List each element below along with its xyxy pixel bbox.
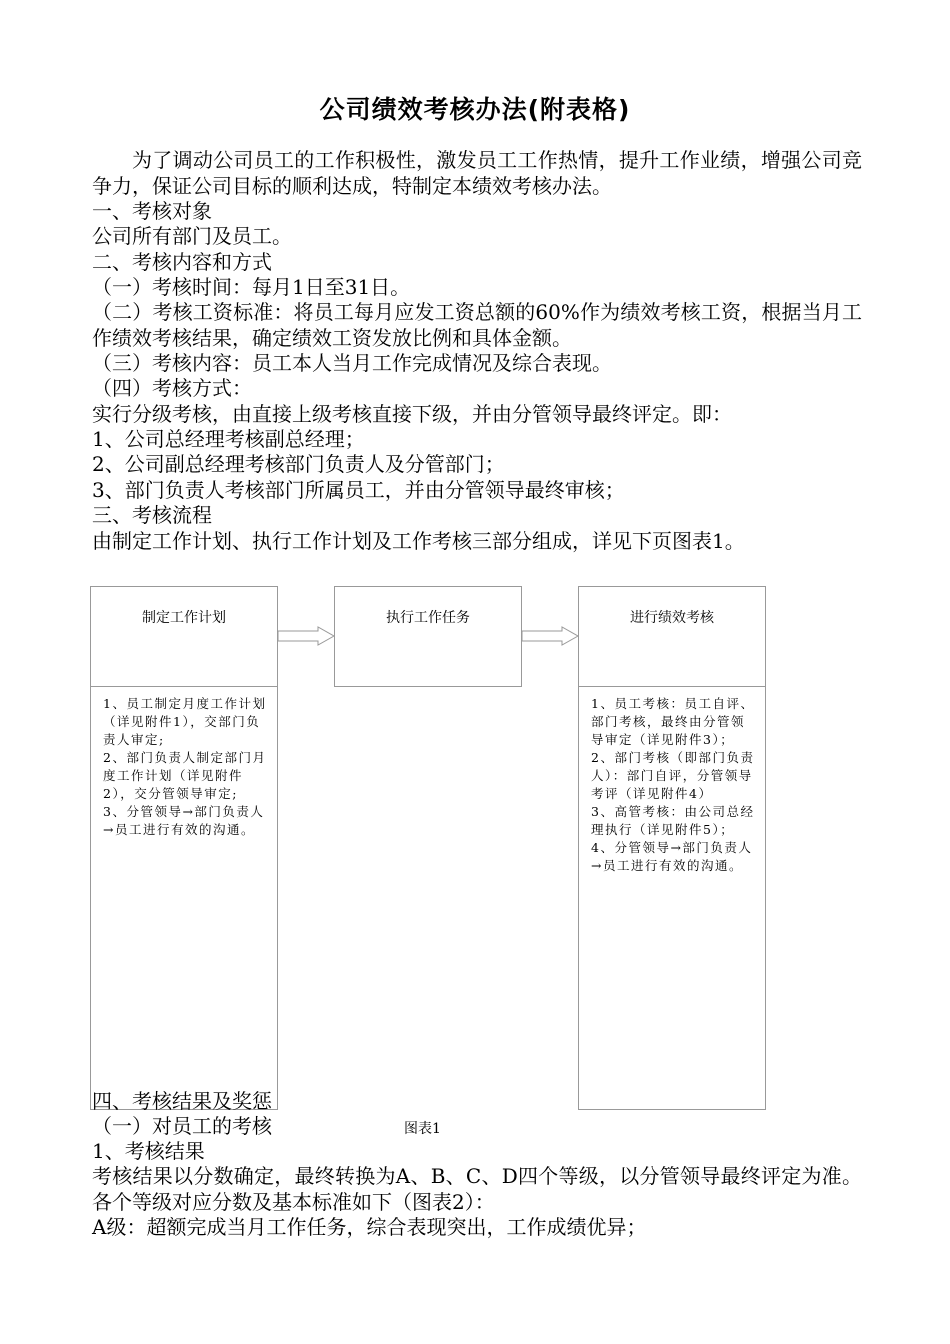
flow-box-evaluate-detail-text: 1、员工考核：员工自评、部门考核，最终由分管领导审定（详见附件3）； 2、部门考核（即部门负责人）：部门自评，分管领导考评（详见附件4） 3、高管考核：由公司总经理执行（详见附件5）； 4、分管领导→部门负责人→员工进行有效的沟通。 [591, 696, 755, 873]
section-2-method-2: 2、公司副总经理考核部门负责人及分管部门； [92, 452, 505, 476]
section-1-heading: 一、考核对象 [92, 199, 212, 223]
flow-arrow-right-icon [522, 626, 579, 646]
figure-caption: 图表1 [404, 1121, 441, 1137]
flow-box-execute [334, 586, 522, 687]
flow-arrow-right-icon [278, 626, 335, 646]
section-4-text: 考核结果以分数确定，最终转换为A、B、C、D四个等级，以分管领导最终评定为准。各个等级对应分数及基本标准如下（图表2）： [92, 1164, 862, 1214]
section-4-sub-1: （一）对员工的考核 [92, 1114, 272, 1138]
section-2-method-1: 1、公司总经理考核副总经理； [92, 427, 365, 451]
section-4-heading: 四、考核结果及奖惩 [92, 1089, 272, 1113]
intro-paragraph: 为了调动公司员工的工作积极性，激发员工工作热情，提升工作业绩，增强公司竞争力，保证公司目标的顺利达成，特制定本绩效考核办法。 [92, 148, 862, 198]
section-2-item-1: （一）考核时间：每月1日至31日。 [92, 275, 411, 299]
flow-box-execute-title: 执行工作任务 [386, 610, 470, 626]
section-2-item-3: （三）考核内容：员工本人当月工作完成情况及综合表现。 [92, 351, 612, 375]
section-2-item-2: （二）考核工资标准：将员工每月应发工资总额的60%作为绩效考核工资，根据当月工作绩效考核结果，确定绩效工资发放比例和具体金额。 [92, 300, 862, 350]
section-2-method: 实行分级考核，由直接上级考核直接下级，并由分管领导最终评定。即： [92, 402, 732, 426]
section-2-item-4: （四）考核方式： [92, 376, 252, 400]
flow-box-evaluate-detail [578, 686, 766, 1110]
section-3-heading: 三、考核流程 [92, 503, 212, 527]
page-title: 公司绩效考核办法(附表格) [319, 95, 631, 124]
section-4-grade-a: A级：超额完成当月工作任务，综合表现突出，工作成绩优异； [92, 1215, 647, 1239]
flow-box-plan [90, 586, 278, 687]
section-1-text: 公司所有部门及员工。 [92, 224, 292, 248]
section-2-method-3: 3、部门负责人考核部门所属员工，并由分管领导最终审核； [92, 478, 625, 502]
section-4-result-heading: 1、考核结果 [92, 1139, 205, 1163]
flow-box-plan-detail [90, 686, 278, 1110]
section-2-heading: 二、考核内容和方式 [92, 250, 272, 274]
flow-box-plan-title: 制定工作计划 [142, 610, 226, 626]
flow-box-evaluate [578, 586, 766, 687]
section-3-text: 由制定工作计划、执行工作计划及工作考核三部分组成，详见下页图表1。 [92, 529, 745, 553]
flow-box-evaluate-title: 进行绩效考核 [630, 610, 714, 626]
flow-box-plan-detail-text: 1、员工制定月度工作计划（详见附件1），交部门负责人审定; 2、部门负责人制定部门月度工作计划（详见附件2），交分管领导审定; 3、分管领导→部门负责人→员工进行有效的沟通。 [103, 696, 267, 837]
